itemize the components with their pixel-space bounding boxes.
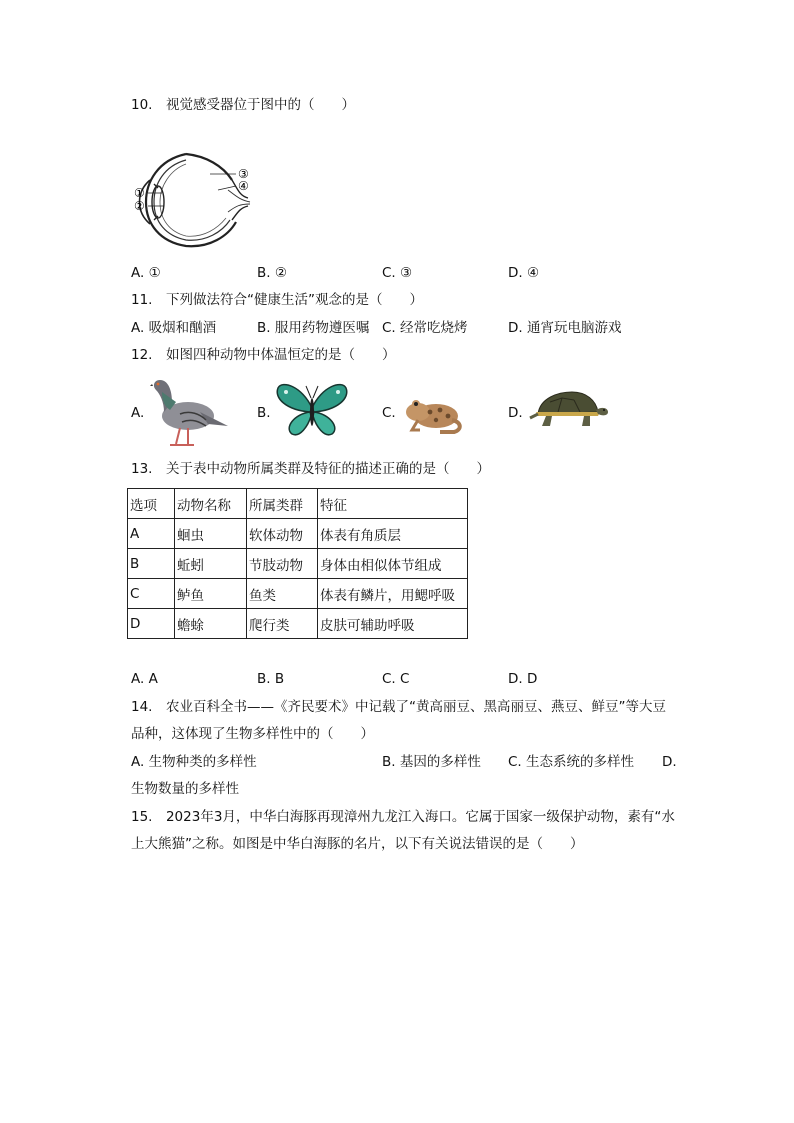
q14-option-d[interactable]: D. (662, 754, 677, 770)
eye-label-1: ① (134, 186, 145, 200)
table-header-cell: 所属类群 (247, 489, 318, 519)
q12-option-b[interactable]: B. (257, 405, 271, 421)
table-cell: 软体动物 (247, 519, 318, 549)
eye-label-4: ④ (238, 179, 249, 193)
q10-option-d[interactable]: D. ④ (508, 265, 540, 281)
table-row (128, 519, 468, 549)
q13-option-a[interactable]: A. A (131, 671, 158, 687)
q13-option-b[interactable]: B. B (257, 671, 285, 687)
table-cell: 蛔虫 (175, 519, 247, 549)
table-header-cell: 选项 (128, 489, 175, 519)
q14-option-d-text[interactable]: 生物数量的多样性 (131, 781, 239, 797)
q13-option-c[interactable]: C. C (382, 671, 410, 687)
table-cell: 鲈鱼 (175, 579, 247, 609)
table-header-row (128, 489, 468, 519)
q11-option-c[interactable]: C. 经常吃烧烤 (382, 320, 468, 336)
table-row (128, 549, 468, 579)
table-cell: B (128, 549, 175, 579)
pigeon-image (150, 372, 230, 448)
q14-option-a[interactable]: A. 生物种类的多样性 (131, 754, 257, 770)
table-cell: 体表有鳞片，用鳃呼吸 (318, 579, 468, 609)
turtle-image (528, 390, 608, 430)
table-row (128, 579, 468, 609)
table-cell: C (128, 579, 175, 609)
q10-option-c[interactable]: C. ③ (382, 265, 413, 281)
q12-option-a[interactable]: A. (131, 405, 145, 421)
eye-label-2: ② (134, 199, 145, 213)
table-cell: D (128, 609, 175, 639)
q14-option-c[interactable]: C. 生态系统的多样性 (508, 754, 635, 770)
table-cell: A (128, 519, 175, 549)
q14-option-b[interactable]: B. 基因的多样性 (382, 754, 481, 770)
q11-option-b[interactable]: B. 服用药物遵医嘱 (257, 320, 370, 336)
question-14-stem-line1: 14. 农业百科全书——《齐民要术》中记载了“黄高丽豆、黑高丽豆、燕豆、鲜豆”等大豆 (131, 699, 666, 715)
question-11-stem: 11. 下列做法符合“健康生活”观念的是（ ） (131, 292, 423, 308)
eye-label-3: ③ (238, 167, 249, 181)
table-cell: 鱼类 (247, 579, 318, 609)
q11-option-d[interactable]: D. 通宵玩电脑游戏 (508, 320, 622, 336)
table-cell: 体表有角质层 (318, 519, 468, 549)
table-header-cell: 特征 (318, 489, 468, 519)
table-cell: 爬行类 (247, 609, 318, 639)
question-15-stem-line1: 15. 2023年3月，中华白海豚再现漳州九龙江入海口。它属于国家一级保护动物，素有“水 (131, 809, 675, 825)
q12-option-c[interactable]: C. (382, 405, 396, 421)
table-cell: 蟾蜍 (175, 609, 247, 639)
q12-option-d[interactable]: D. (508, 405, 523, 421)
animal-classification-table (127, 488, 468, 639)
question-14-stem-line2: 品种，这体现了生物多样性中的（ ） (131, 726, 374, 742)
table-cell: 皮肤可辅助呼吸 (318, 609, 468, 639)
question-12-stem: 12. 如图四种动物中体温恒定的是（ ） (131, 347, 396, 363)
question-15-stem-line2: 上大熊猫”之称。如图是中华白海豚的名片，以下有关说法错误的是（ ） (131, 836, 584, 852)
eyeball-diagram (128, 150, 258, 250)
q10-option-b[interactable]: B. ② (257, 265, 287, 281)
question-10-stem: 10. 视觉感受器位于图中的（ ） (131, 97, 355, 113)
q10-option-a[interactable]: A. ① (131, 265, 161, 281)
table-row (128, 609, 468, 639)
table-cell: 蚯蚓 (175, 549, 247, 579)
q13-option-d[interactable]: D. D (508, 671, 538, 687)
q11-option-a[interactable]: A. 吸烟和酗酒 (131, 320, 217, 336)
table-cell: 身体由相似体节组成 (318, 549, 468, 579)
table-header-cell: 动物名称 (175, 489, 247, 519)
butterfly-image (276, 382, 348, 438)
table-cell: 节肢动物 (247, 549, 318, 579)
frog-image (404, 390, 464, 434)
question-13-stem: 13. 关于表中动物所属类群及特征的描述正确的是（ ） (131, 461, 490, 477)
